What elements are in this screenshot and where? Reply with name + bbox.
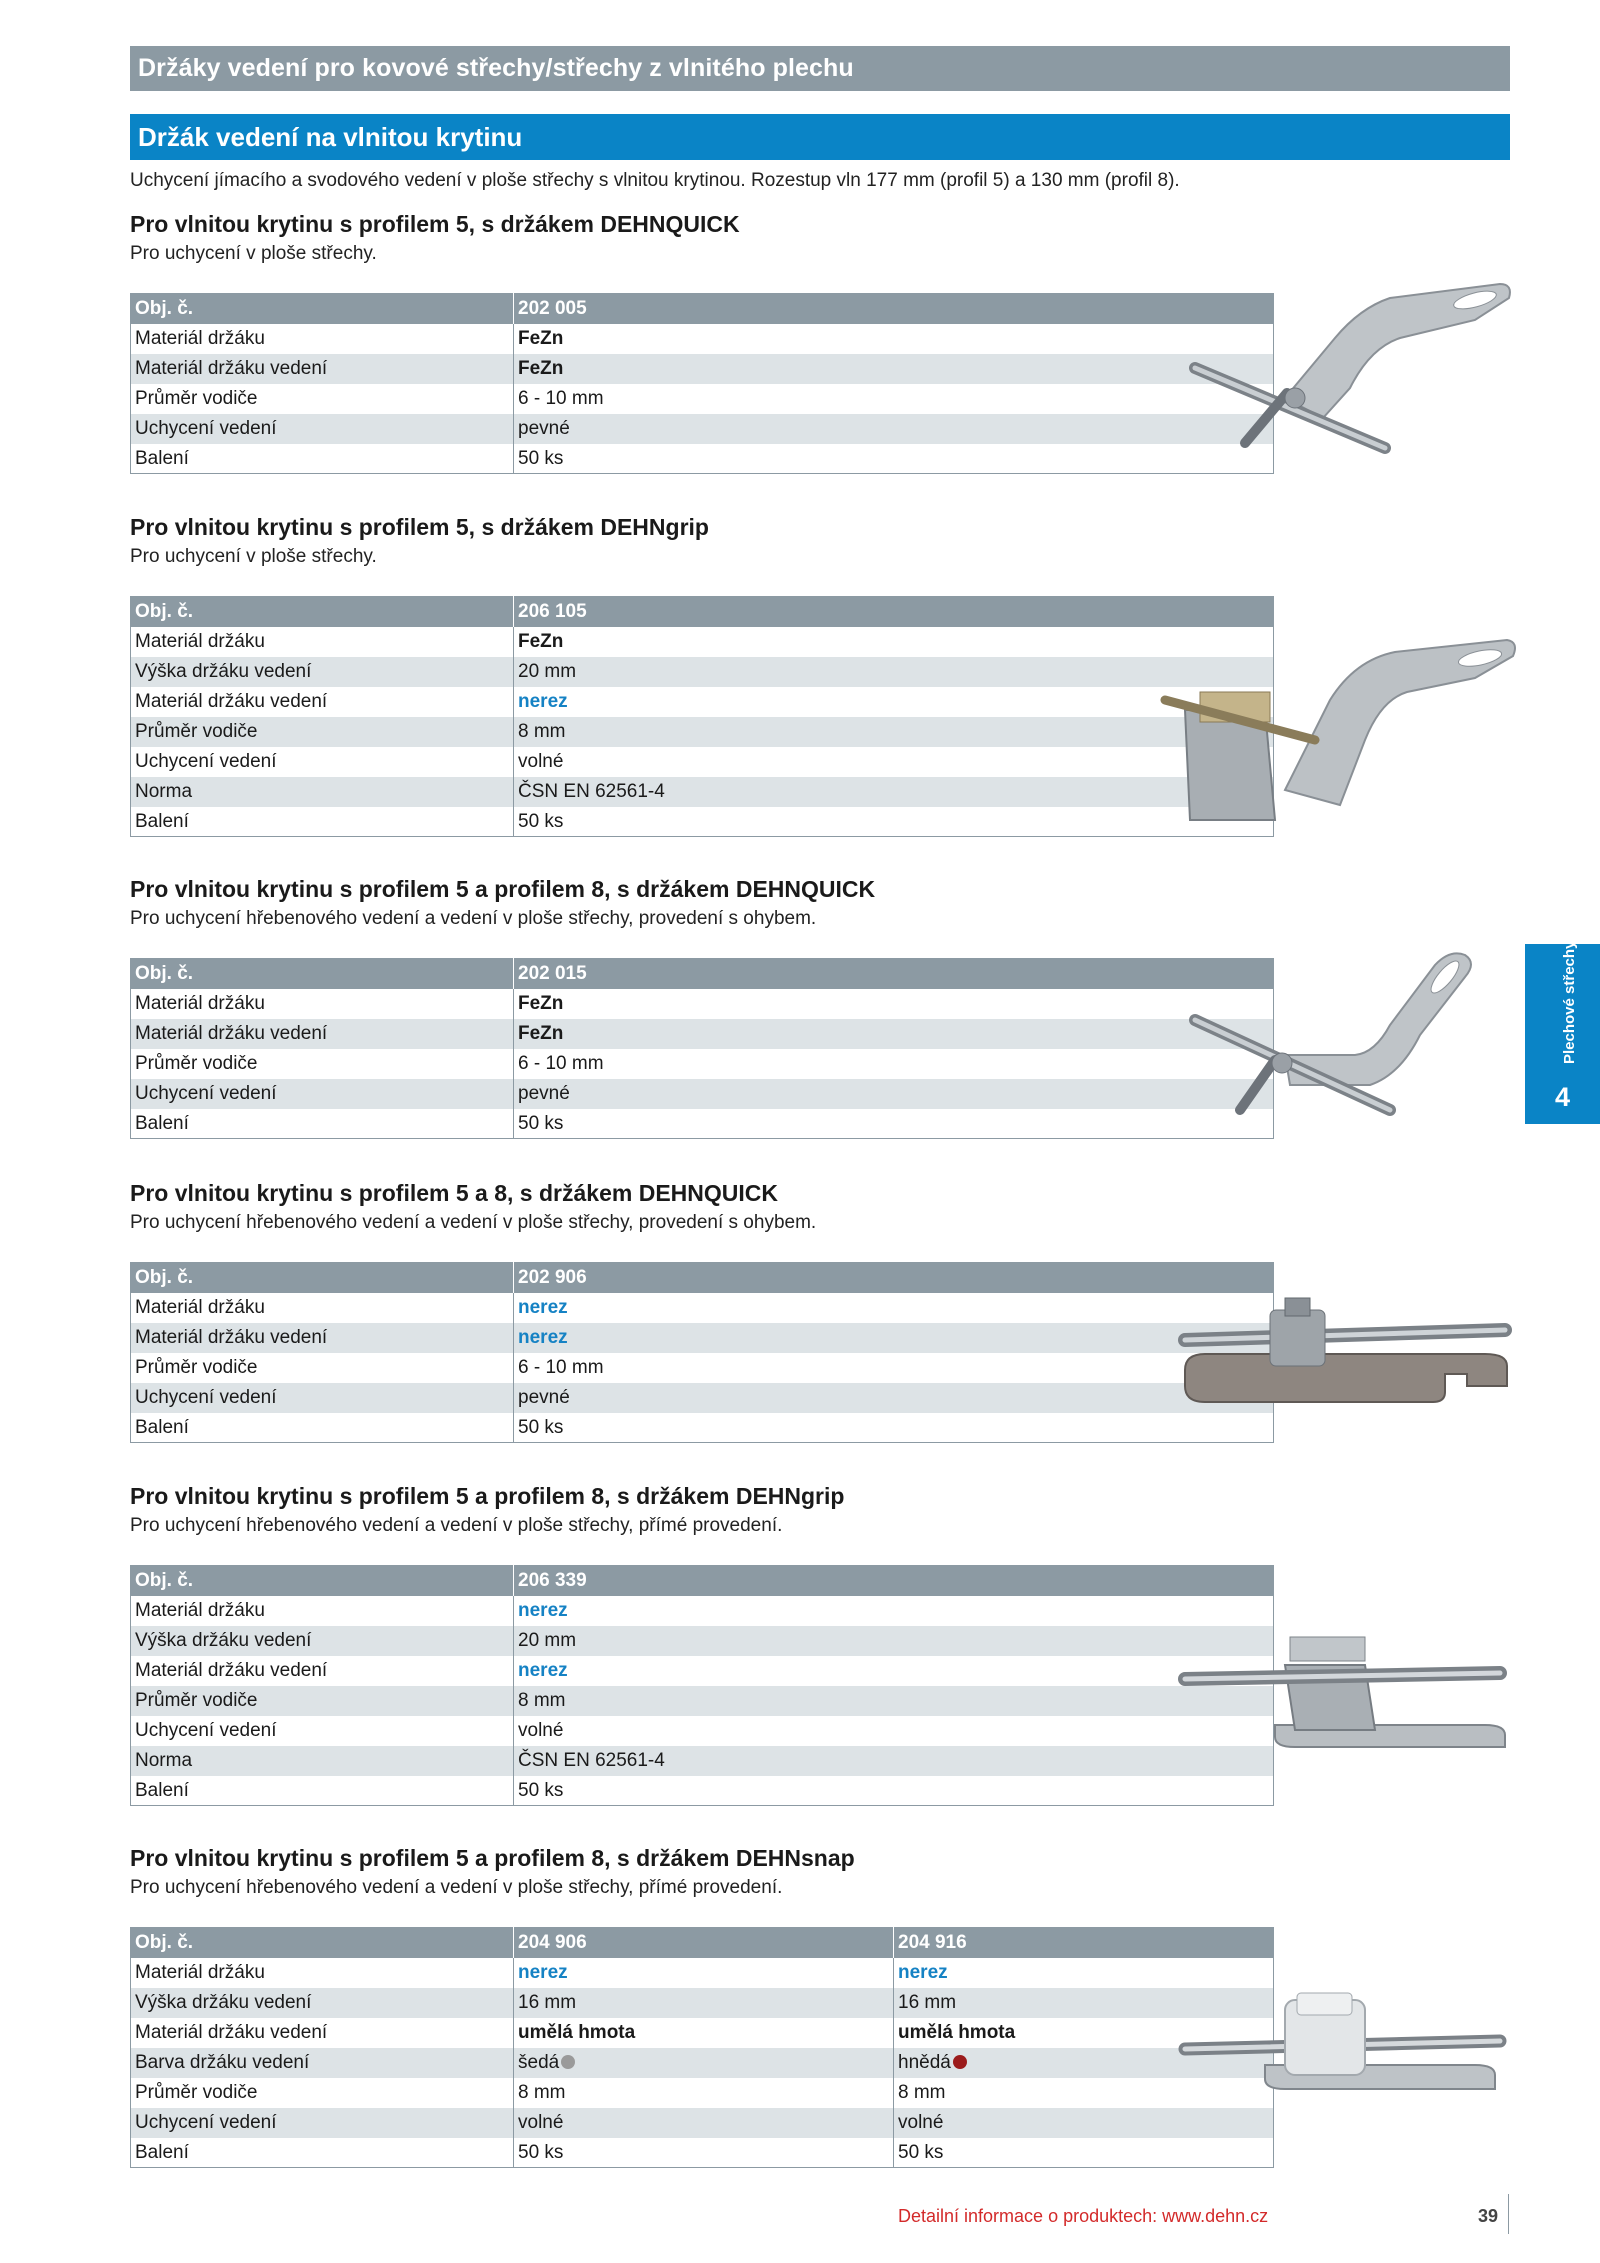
intro-text: Uchycení jímacího a svodového vedení v ploše střechy s vlnitou krytinou. Rozestup vln 177 mm (profil 5) a 130 mm (profil 8).: [130, 170, 1180, 191]
part-number-a: 204 906: [514, 1928, 894, 1958]
row-value: nerez: [518, 1297, 568, 1318]
row-label: Materiál držáku: [131, 1596, 514, 1626]
section-title: Držák vedení na vlnitou krytinu: [130, 114, 1510, 160]
row-value-b: nerez: [898, 1962, 948, 1983]
row-label: Balení: [131, 1109, 514, 1139]
brown-color-dot-icon: [953, 2055, 967, 2069]
row-label: Průměr vodiče: [131, 1049, 514, 1079]
row-value-a: 8 mm: [514, 2078, 894, 2108]
spec-table: [130, 1927, 1274, 2168]
row-value: FeZn: [514, 1019, 1274, 1049]
part-number-b: 204 916: [894, 1928, 1274, 1958]
product-title: Pro vlnitou krytinu s profilem 5, s držákem DEHNQUICK: [130, 211, 740, 237]
row-value: 20 mm: [514, 657, 1274, 687]
row-label: Balení: [131, 1776, 514, 1806]
product-202015: [130, 873, 1510, 1134]
row-value: 8 mm: [514, 1686, 1274, 1716]
part-number: 202 015: [514, 959, 1274, 989]
header-label: Obj. č.: [131, 959, 514, 989]
row-label: Výška držáku vedení: [131, 1988, 514, 2018]
product-subtitle: Pro uchycení v ploše střechy.: [130, 546, 377, 567]
spec-table: [130, 958, 1274, 1139]
product-202005: [130, 208, 1510, 469]
header-label: Obj. č.: [131, 1263, 514, 1293]
row-value: ČSN EN 62561-4: [514, 777, 1274, 807]
product-image-straight-dehnquick-holder: [1145, 1290, 1525, 1410]
row-value: pevné: [514, 414, 1274, 444]
row-label: Materiál držáku: [131, 989, 514, 1019]
row-value: 50 ks: [518, 1416, 564, 1438]
row-label: Balení: [131, 444, 514, 474]
row-value: 6 - 10 mm: [518, 388, 604, 409]
page-title: Držáky vedení pro kovové střechy/střechy z vlnitého plechu: [130, 46, 1510, 91]
row-label: Uchycení vedení: [131, 1716, 514, 1746]
row-label: Balení: [131, 2138, 514, 2168]
product-title: Pro vlnitou krytinu s profilem 5 a profilem 8, s držákem DEHNQUICK: [130, 876, 876, 902]
grey-color-dot-icon: [561, 2055, 575, 2069]
row-value: 6 - 10 mm: [518, 1053, 604, 1074]
row-value-a: 16 mm: [514, 1988, 894, 2018]
row-label: Materiál držáku vedení: [131, 354, 514, 384]
product-title: Pro vlnitou krytinu s profilem 5 a profilem 8, s držákem DEHNsnap: [130, 1845, 855, 1871]
spec-table: [130, 596, 1274, 837]
row-value-b: volné: [894, 2108, 1274, 2138]
row-label: Materiál držáku: [131, 1958, 514, 1988]
row-value: nerez: [518, 1660, 568, 1681]
row-label: Uchycení vedení: [131, 2108, 514, 2138]
row-value-a: volné: [514, 2108, 894, 2138]
row-value: 50 ks: [518, 1779, 564, 1801]
row-label: Výška držáku vedení: [131, 657, 514, 687]
product-image-dehnsnap-holder: [1145, 1985, 1525, 2105]
color-cell-a: [514, 2048, 894, 2078]
row-label: Průměr vodiče: [131, 717, 514, 747]
row-value: nerez: [518, 1600, 568, 1621]
header-label: Obj. č.: [131, 294, 514, 324]
footer-product-link[interactable]: Detailní informace o produktech: www.dehn.cz: [898, 2206, 1269, 2226]
row-value-b: 50 ks: [898, 2141, 944, 2163]
row-label: Uchycení vedení: [131, 1383, 514, 1413]
row-label: Barva držáku vedení: [131, 2048, 514, 2078]
chapter-tab[interactable]: [1525, 940, 1600, 1124]
row-value: FeZn: [518, 328, 564, 349]
product-subtitle: Pro uchycení v ploše střechy.: [130, 243, 377, 264]
product-title: Pro vlnitou krytinu s profilem 5, s držákem DEHNgrip: [130, 514, 709, 540]
row-value: ČSN EN 62561-4: [514, 1746, 1274, 1776]
row-value: volné: [518, 751, 564, 772]
row-label: Materiál držáku: [131, 324, 514, 354]
chapter-tab-number: 4: [1555, 1082, 1571, 1112]
row-label: Uchycení vedení: [131, 1079, 514, 1109]
product-image-bent-dehnquick-holder: [1145, 945, 1525, 1135]
product-image-dehnquick-holder: [1145, 278, 1525, 478]
product-206339: [130, 1480, 1510, 1801]
product-subtitle: Pro uchycení hřebenového vedení a vedení v ploše střechy, provedení s ohybem.: [130, 1212, 817, 1233]
row-value: pevné: [514, 1079, 1274, 1109]
row-label: Materiál držáku vedení: [131, 1323, 514, 1353]
row-value: 50 ks: [518, 1112, 564, 1134]
row-label: Materiál držáku vedení: [131, 687, 514, 717]
chapter-tab-label: Plechové střechy: [1561, 940, 1578, 1064]
spec-table: [130, 1565, 1274, 1806]
header-label: Obj. č.: [131, 1928, 514, 1958]
row-label: Průměr vodiče: [131, 384, 514, 414]
header-label: Obj. č.: [131, 597, 514, 627]
row-value: 8 mm: [514, 717, 1274, 747]
row-value-a: 50 ks: [514, 2138, 894, 2168]
row-value: FeZn: [518, 631, 564, 652]
part-number: 206 339: [514, 1566, 1274, 1596]
row-label: Materiál držáku vedení: [131, 2018, 514, 2048]
row-value-b: hnědá: [898, 2052, 951, 2073]
part-number: 206 105: [514, 597, 1274, 627]
page-number-divider: [1508, 2194, 1509, 2234]
product-image-dehngrip-holder: [1145, 630, 1525, 840]
row-label: Materiál držáku: [131, 1293, 514, 1323]
product-subtitle: Pro uchycení hřebenového vedení a vedení v ploše střechy, přímé provedení.: [130, 1877, 783, 1898]
row-value-a: umělá hmota: [514, 2018, 894, 2048]
row-label: Průměr vodiče: [131, 2078, 514, 2108]
header-label: Obj. č.: [131, 1566, 514, 1596]
row-value: nerez: [518, 691, 568, 712]
row-label: Uchycení vedení: [131, 414, 514, 444]
product-title: Pro vlnitou krytinu s profilem 5 a 8, s držákem DEHNQUICK: [130, 1180, 778, 1206]
row-value-b: umělá hmota: [898, 2022, 1016, 2043]
row-label: Průměr vodiče: [131, 1353, 514, 1383]
row-label: Norma: [131, 1746, 514, 1776]
spec-table: [130, 293, 1274, 474]
row-label: Průměr vodiče: [131, 1686, 514, 1716]
row-value-b: 16 mm: [894, 1988, 1274, 2018]
row-value-a: nerez: [514, 1958, 894, 1988]
part-number: 202 906: [514, 1263, 1274, 1293]
product-204906: [130, 1842, 1510, 2163]
row-label: Balení: [131, 1413, 514, 1443]
row-label: Materiál držáku: [131, 627, 514, 657]
row-value: 6 - 10 mm: [518, 1357, 604, 1378]
row-label: Balení: [131, 807, 514, 837]
row-label: Výška držáku vedení: [131, 1626, 514, 1656]
row-label: Uchycení vedení: [131, 747, 514, 777]
row-value: 20 mm: [514, 1626, 1274, 1656]
product-206105: [130, 511, 1510, 832]
row-label: Materiál držáku vedení: [131, 1019, 514, 1049]
row-label: Materiál držáku vedení: [131, 1656, 514, 1686]
page-number: 39: [1478, 2206, 1499, 2226]
spec-table: [130, 1262, 1274, 1443]
row-value: pevné: [514, 1383, 1274, 1413]
row-value-b: 8 mm: [898, 2082, 946, 2103]
product-subtitle: Pro uchycení hřebenového vedení a vedení v ploše střechy, přímé provedení.: [130, 1515, 783, 1536]
row-value: volné: [518, 1720, 564, 1741]
row-value: 50 ks: [518, 447, 564, 469]
product-image-straight-dehngrip-holder: [1145, 1625, 1525, 1755]
row-label: Norma: [131, 777, 514, 807]
row-value: FeZn: [518, 993, 564, 1014]
row-value: FeZn: [514, 354, 1274, 384]
row-value: 50 ks: [518, 810, 564, 832]
product-202906: [130, 1177, 1510, 1438]
product-subtitle: Pro uchycení hřebenového vedení a vedení v ploše střechy, provedení s ohybem.: [130, 908, 817, 929]
product-title: Pro vlnitou krytinu s profilem 5 a profilem 8, s držákem DEHNgrip: [130, 1483, 845, 1509]
row-value: nerez: [514, 1323, 1274, 1353]
row-value-a: šedá: [518, 2052, 560, 2073]
part-number: 202 005: [514, 294, 1274, 324]
